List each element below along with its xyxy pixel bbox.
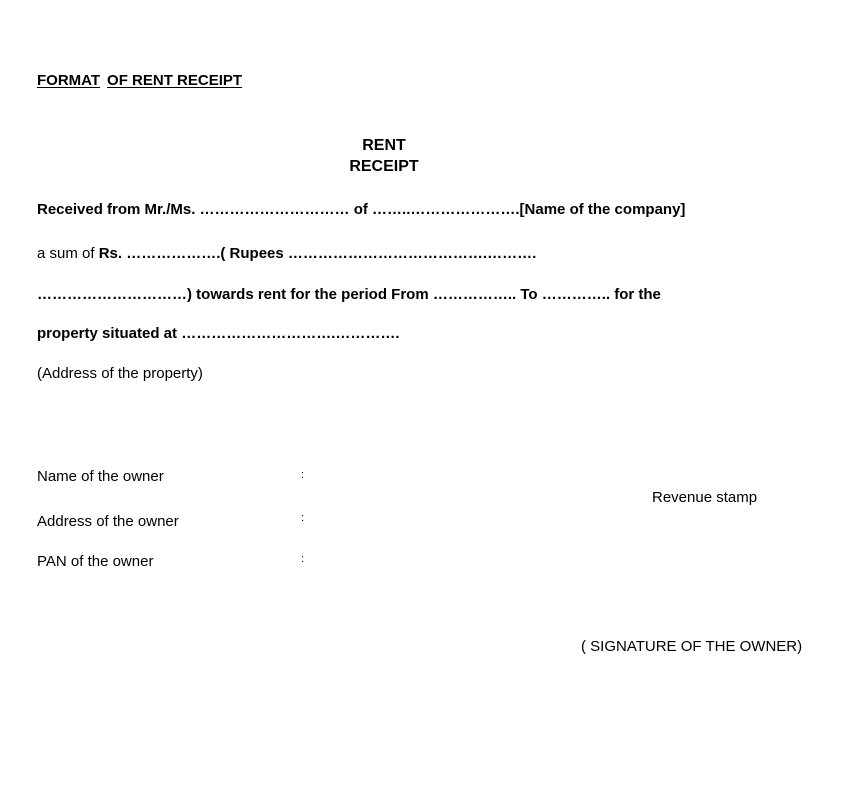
rent-period-line: …………………………) towards rent for the period From …………….. To ………….. for the [37,286,661,303]
property-line: property situated at ………………………….…………. [37,325,400,342]
owner-address-label: Address of the owner [37,513,179,530]
sum-line-prefix: a sum of [37,245,99,262]
receipt-title [284,135,484,177]
owner-name-colon: : [301,469,305,481]
property-address-note: (Address of the property) [37,365,203,382]
heading-of-rent-receipt: OF RENT RECEIPT [107,72,243,89]
revenue-stamp-label: Revenue stamp [652,489,758,506]
owner-pan-label: PAN of the owner [37,553,154,570]
sum-line-amount: Rs. ……………….( Rupees ………………………………….………. [98,245,537,262]
owner-name-label: Name of the owner [37,468,164,485]
received-from-line: Received from Mr./Ms. ………………………… of ……..………………….[Name of the company] [37,201,686,218]
owner-signature-label: ( SIGNATURE OF THE OWNER) [581,638,803,655]
receipt-title-line-2: RECEIPT [349,158,419,175]
sum-line [37,245,536,262]
owner-address-colon: : [301,512,305,524]
document-heading [37,72,242,89]
owner-pan-colon: : [301,553,305,565]
heading-format: FORMAT [37,72,101,89]
receipt-title-line-1: RENT [362,137,406,154]
